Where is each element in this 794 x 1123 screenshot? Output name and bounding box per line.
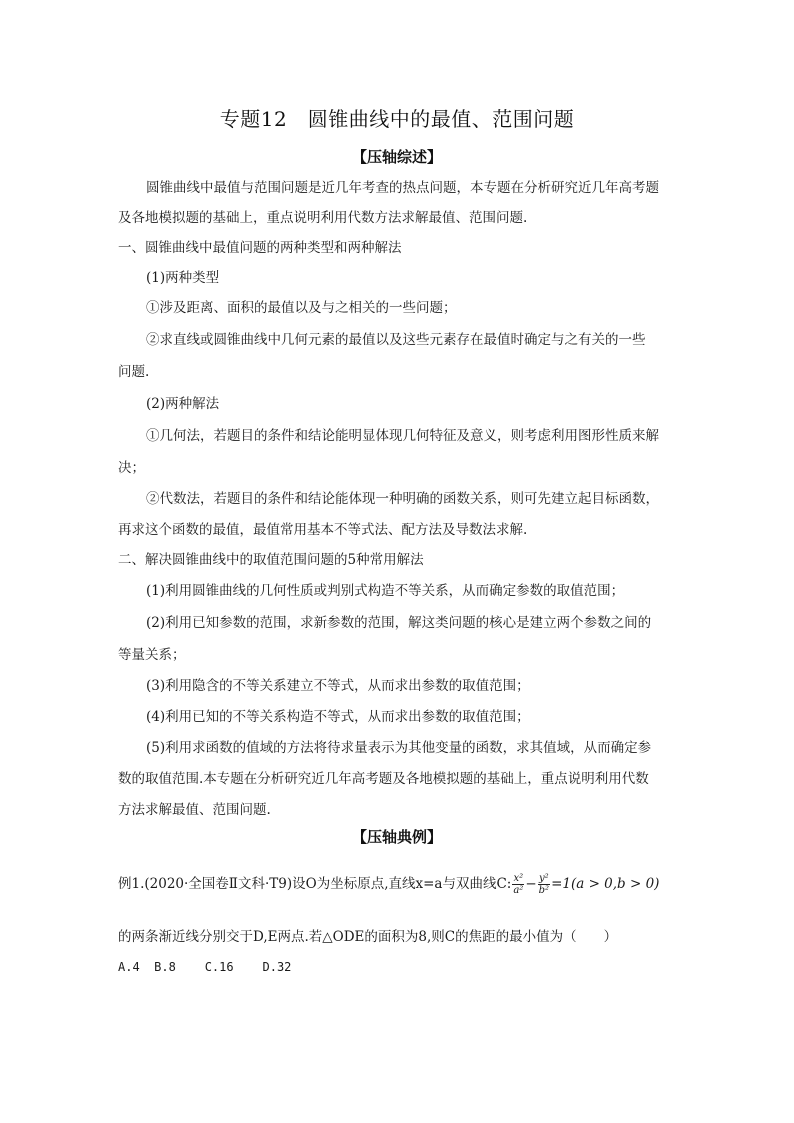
part1-type-2-line-2: 问题.: [118, 364, 150, 380]
part1-sub-methods: (2)两种解法: [146, 396, 220, 412]
part2-item-4: (4)利用已知的不等关系构造不等式，从而求出参数的取值范围；: [146, 709, 530, 725]
example-1-prefix: 例1.(2020·全国卷Ⅱ文科·T9)设O为坐标原点,直线x=a与双曲线C:: [118, 876, 512, 892]
part1-type-1: ①涉及距离、面积的最值以及与之相关的一些问题；: [146, 300, 457, 316]
intro-line-1: 圆锥曲线中最值与范围问题是近几年考查的热点问题，本专题在分析研究近几年高考题: [146, 180, 659, 196]
part2-item-1: (1)利用圆锥曲线的几何性质或判别式构造不等关系，从而确定参数的取值范围；: [146, 583, 625, 599]
example-1-line-2: [118, 925, 617, 945]
part2-item-5-line-3: 方法求解最值、范围问题.: [118, 802, 271, 818]
fraction-y2-over-b2: $\frac{\text{y²}}{\text{b²}}$: [538, 873, 550, 896]
page-title: 专题12 圆锥曲线中的最值、范围问题: [219, 107, 575, 131]
part2-item-5-line-2: 数的取值范围.本专题在分析研究近几年高考题及各地模拟题的基础上，重点说明利用代数: [118, 771, 649, 787]
example-1-question: 的两条渐近线分别交于D,E两点.若△ODE的面积为8,则C的焦距的最小值为（ ）: [118, 929, 618, 945]
example-1-condition: =1(a > 0,b > 0): [551, 876, 660, 892]
part1-sub-types: (1)两种类型: [146, 270, 220, 286]
part1-heading: 一、圆锥曲线中最值问题的两种类型和两种解法: [118, 240, 402, 256]
part2-item-5-line-1: (5)利用求函数的值域的方法将待求量表示为其他变量的函数，求其值域，从而确定参: [146, 740, 652, 756]
example-1-line-1: [118, 872, 659, 896]
example-1-options: A.4 B.8 C.16 D.32: [118, 960, 292, 974]
section-heading-overview: 【压轴综述】: [351, 148, 442, 166]
part1-method-2-line-2: 再求这个函数的最值，最值常用基本不等式法、配方法及导数法求解.: [118, 522, 528, 538]
part1-method-1-line-1: ①几何法，若题目的条件和结论能明显体现几何特征及意义，则考虑利用图形性质来解: [146, 428, 659, 444]
part2-item-2-line-1: (2)利用已知参数的范围，求新参数的范围，解这类问题的核心是建立两个参数之间的: [146, 615, 652, 631]
part2-item-2-line-2: 等量关系；: [118, 647, 186, 663]
fraction-x2-over-a2: $\frac{\text{x²}}{\text{a²}}$: [513, 873, 524, 896]
part2-item-3: (3)利用隐含的不等关系建立不等式，从而求出参数的取值范围；: [146, 678, 530, 694]
part2-heading: 二、解决圆锥曲线中的取值范围问题的5种常用解法: [118, 552, 424, 568]
part1-method-2-line-1: ②代数法，若题目的条件和结论能体现一种明确的函数关系，则可先建立起目标函数，: [146, 491, 659, 507]
section-heading-examples: 【压轴典例】: [351, 828, 442, 846]
intro-line-2: 及各地模拟题的基础上，重点说明利用代数方法求解最值、范围问题.: [118, 210, 528, 226]
minus-sign: −: [525, 876, 537, 892]
part1-method-1-line-2: 决；: [118, 460, 145, 476]
part1-type-2-line-1: ②求直线或圆锥曲线中几何元素的最值以及这些元素存在最值时确定与之有关的一些: [146, 332, 646, 348]
